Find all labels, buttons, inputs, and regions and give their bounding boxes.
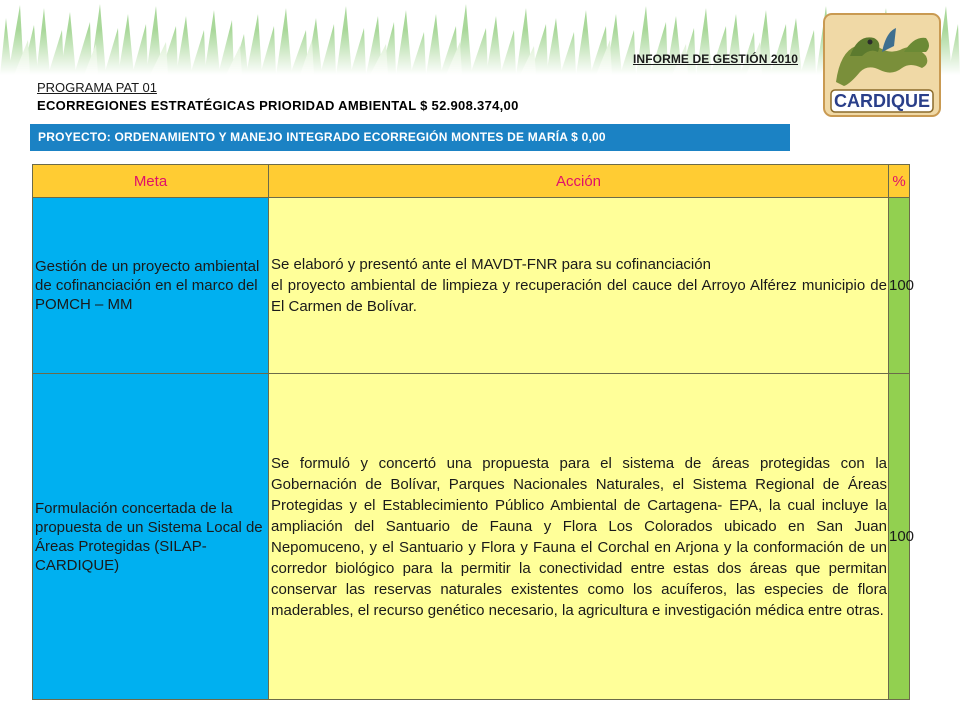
program-label: PROGRAMA PAT 01 (37, 80, 157, 95)
report-title: INFORME DE GESTIÓN 2010 (633, 52, 799, 66)
column-header-percent: % (889, 165, 910, 198)
logo-text: CARDIQUE (833, 91, 931, 111)
percent-cell: 100 (889, 374, 910, 700)
meta-cell: Gestión de un proyecto ambiental de cofinanciación en el marco del POMCH – MM (33, 198, 269, 374)
percent-cell: 100 (889, 198, 910, 374)
meta-cell: Formulación concertada de la propuesta de un Sistema Local de Áreas Protegidas (SILAP- CARDIQUE) (33, 374, 269, 700)
column-header-meta: Meta (33, 165, 269, 198)
action-cell (269, 198, 889, 374)
action-line: el proyecto ambiental de limpieza y recuperación del cauce del Arroyo Alférez municipio de El Carmen de Bolívar. (271, 277, 887, 315)
column-header-accion: Acción (269, 165, 889, 198)
project-bar: PROYECTO: ORDENAMIENTO Y MANEJO INTEGRADO ECORREGIÓN MONTES DE MARÍA $ 0,00 (30, 124, 790, 151)
table-row (33, 374, 910, 700)
table-header-row (33, 165, 910, 198)
table-row (33, 198, 910, 374)
action-cell: Se formuló y concertó una propuesta para el sistema de áreas protegidas con la Gobernación de Bolívar, Parques Nacionales Naturales, el Sistema Regional de Áreas Protegidas y el Establecimiento Público Ambiental de Cartagena- EPA, la cual incluye la ampliación del Santuario de Fauna y Flora Los Colorados ubicado en San Juan Nepomuceno, y el Santuario y Flora y Fauna el Corchal en Arjona y la conformación de un corredor biológico para la permitir la conectividad entre estas dos áreas que permitan conservar las reservas naturales existentes como los acuíferos, las especies de flora maderables, el recurso genético necesario, la agricultura e investigación médica entre otras. (269, 374, 889, 700)
cardique-logo (822, 12, 942, 118)
ecoregion-heading: ECORREGIONES ESTRATÉGICAS PRIORIDAD AMBIENTAL $ 52.908.374,00 (37, 98, 519, 113)
grass-banner (0, 0, 960, 75)
goals-table (32, 164, 915, 700)
action-line: Se elaboró y presentó ante el MAVDT-FNR para su cofinanciación (271, 256, 711, 273)
